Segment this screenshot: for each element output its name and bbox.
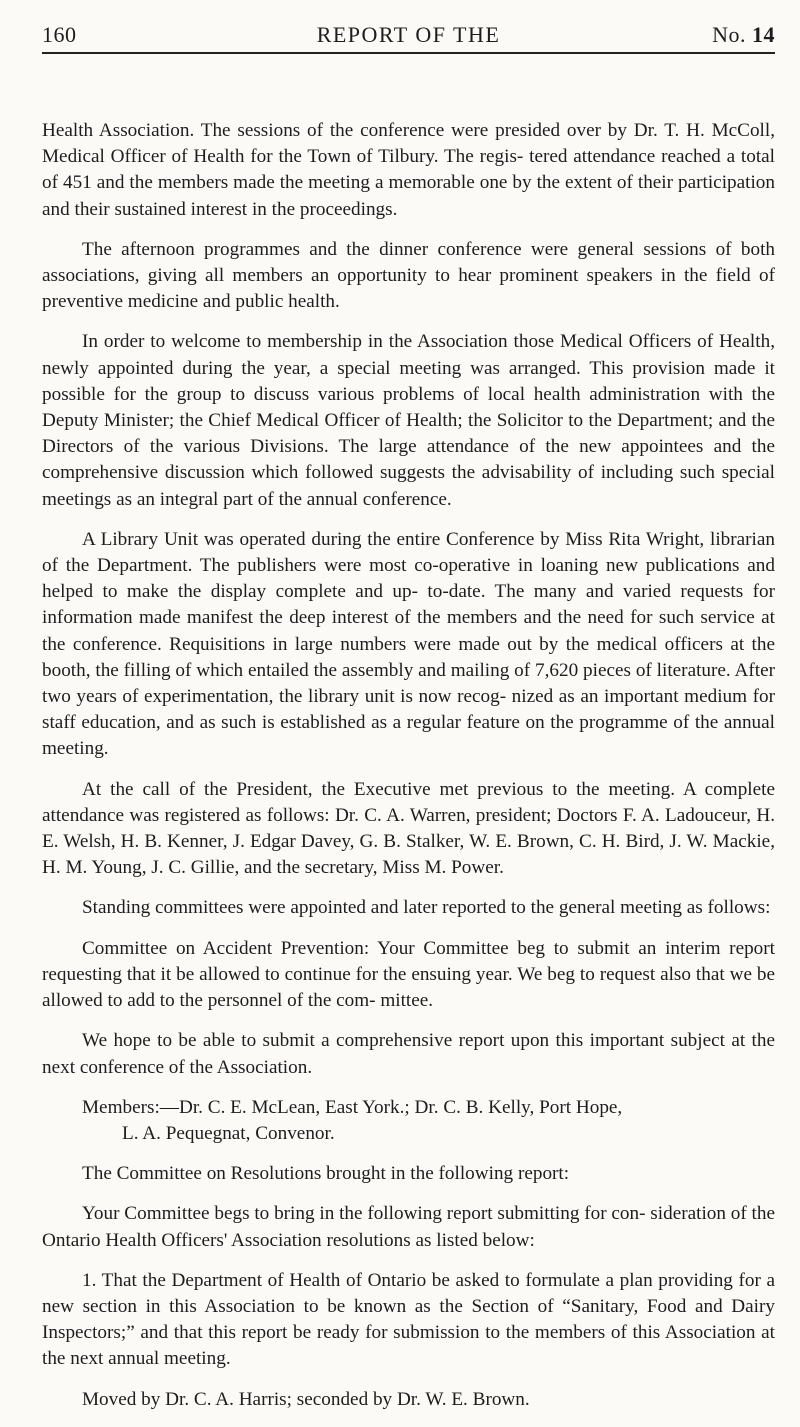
paragraph: Moved by Dr. C. A. Harris; seconded by Dr. W. E. Brown.	[82, 1388, 530, 1410]
committee-members	[42, 1095, 775, 1147]
issue-prefix: No.	[712, 22, 746, 47]
resolution-item: 1. That the Department of Health of Ontario be asked to formulate a plan providing for a new section in this Association to be known as the Section of “Sanitary, Food and Dairy Inspectors;” and that this report be ready for submission to the members of this Association at the next annual meeting.	[42, 1269, 775, 1370]
paragraph: Standing committees were appointed and later reported to the general meeting as follows:	[82, 897, 771, 919]
running-title: REPORT OF THE	[316, 22, 501, 47]
paragraph: Committee on Accident Prevention: Your Committee beg to submit an interim report requesting that it be allowed to continue for the ensuing year. We beg to request also that we be allowed to add to the personnel of the com- mittee.	[42, 937, 775, 1012]
members-line: Members:—Dr. C. E. McLean, East York.; Dr. C. B. Kelly, Port Hope,	[82, 1096, 623, 1118]
members-line: L. A. Pequegnat, Convenor.	[122, 1122, 335, 1144]
issue-value: 14	[752, 22, 775, 47]
paragraph: At the call of the President, the Executive met previous to the meeting. A complete attendance was registered as follows: Dr. C. A. Warren, president; Doctors F. A. Ladouceur, H. E. Welsh, H. B. Kenner, J. Edgar Davey, G. B. Stalker, W. E. Brown, C. H. Bird, J. W. Mackie, H. M. Young, J. C. Gillie, and the secretary, Miss M. Power.	[42, 778, 775, 879]
issue-number	[712, 22, 775, 48]
paragraph: In order to welcome to membership in the Association those Medical Officers of Health, newly appointed during the year, a special meeting was arranged. This provision made it possible for the group to discuss various problems of local health administration with the Deputy Minister; the Chief Medical Officer of Health; the Solicitor to the Department; and the Directors of the various Divisions. The large attendance of the new appointees and the comprehensive discussion which followed suggests the advisability of including such special meetings as an integral part of the annual conference.	[42, 331, 775, 510]
paragraph: Your Committee begs to bring in the following report submitting for con- sideration of the Ontario Health Officers' Association resolutions as listed below:	[42, 1203, 775, 1251]
paragraph: A Library Unit was operated during the entire Conference by Miss Rita Wright, librarian of the Department. The publishers were most co-operative in loaning new publications and helped to make the display complete and up- to-date. The many and varied requests for information made manifest the deep interest of the members and the need for such service at the conference. Requisitions in large numbers were made out by the medical officers at the booth, the filling of which entailed the assembly and mailing of 7,620 pieces of literature. After two years of experimentation, the library unit is now recog- nized as an important medium for staff education, and as such is established as a regular feature on the programme of the annual meeting.	[42, 528, 775, 760]
paragraph: We hope to be able to submit a comprehensive report upon this important subject at the next conference of the Association.	[42, 1030, 775, 1078]
paragraph: The afternoon programmes and the dinner conference were general sessions of both associations, giving all members an opportunity to hear prominent speakers in the field of preventive medicine and public health.	[42, 238, 775, 313]
paragraph: Health Association. The sessions of the conference were presided over by Dr. T. H. McColl, Medical Officer of Health for the Town of Tilbury. The regis- tered attendance reached a total of 451 and the members made the meeting a memorable one by the extent of their participation and their sustained interest in the proceedings.	[42, 120, 775, 220]
paragraph: The Committee on Resolutions brought in the following report:	[82, 1163, 570, 1185]
body-text	[42, 118, 775, 1427]
page-number: 160	[42, 22, 77, 47]
page-header	[42, 22, 775, 54]
